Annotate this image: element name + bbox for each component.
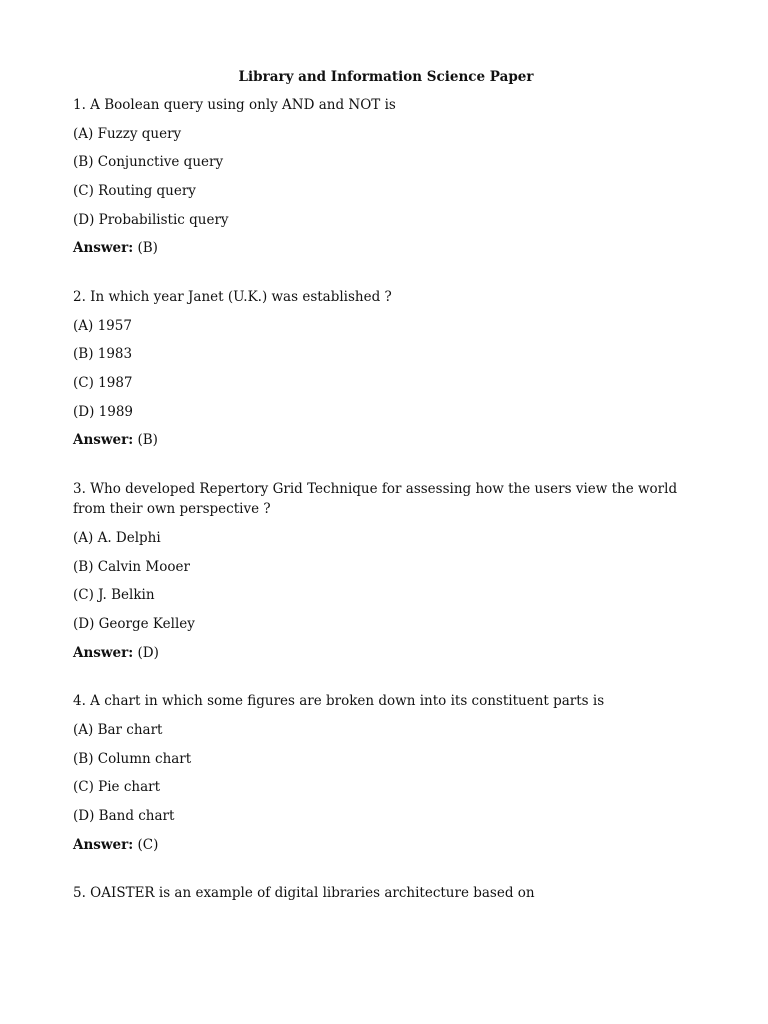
option-a: (A) 1957 — [73, 317, 132, 334]
question-text: 5. OAISTER is an example of digital libraries architecture based on — [73, 885, 535, 902]
question-text: 2. In which year Janet (U.K.) was established ? — [73, 288, 392, 305]
question-1 — [73, 95, 695, 259]
option-d: (D) Band chart — [73, 808, 175, 825]
answer-line — [73, 643, 695, 664]
option-c: (C) J. Belkin — [73, 587, 155, 604]
answer-label: Answer: — [73, 432, 134, 449]
answer-label: Answer: — [73, 836, 134, 853]
option-d: (D) Probabilistic query — [73, 211, 229, 228]
option-a: (A) A. Delphi — [73, 530, 161, 547]
option-d: (D) 1989 — [73, 403, 134, 420]
question-text: 4. A chart in which some figures are broken down into its constituent parts is — [73, 693, 605, 710]
option-c: (C) Routing query — [73, 183, 196, 200]
option-a: (A) Fuzzy query — [73, 125, 182, 142]
option-a: (A) Bar chart — [73, 722, 163, 738]
option-b: (B) 1983 — [73, 346, 133, 363]
document-title: Library and Information Science Paper — [238, 69, 534, 85]
question-3 — [73, 479, 695, 663]
answer-label: Answer: — [73, 240, 134, 257]
answer-line — [73, 835, 695, 856]
question-text: 1. A Boolean query using only AND and NOT is — [73, 97, 396, 113]
answer-line — [73, 238, 695, 259]
answer-line — [73, 430, 695, 451]
question-2 — [73, 287, 695, 451]
answer-value: (D) — [133, 644, 159, 661]
option-b: (B) Column chart — [73, 750, 192, 767]
answer-value: (B) — [133, 432, 158, 449]
option-c: (C) Pie chart — [73, 779, 161, 796]
option-b: (B) Conjunctive query — [73, 154, 224, 171]
question-4 — [73, 691, 695, 855]
answer-label: Answer: — [73, 644, 134, 661]
option-d: (D) George Kelley — [73, 616, 195, 633]
question-5 — [73, 883, 695, 904]
option-c: (C) 1987 — [73, 375, 133, 391]
answer-value: (B) — [133, 240, 158, 257]
question-text: 3. Who developed Repertory Grid Technique for assessing how the users view the world from their own perspective ? — [73, 480, 678, 518]
answer-value: (C) — [133, 836, 159, 853]
option-b: (B) Calvin Mooer — [73, 558, 190, 575]
document-page — [73, 66, 695, 904]
